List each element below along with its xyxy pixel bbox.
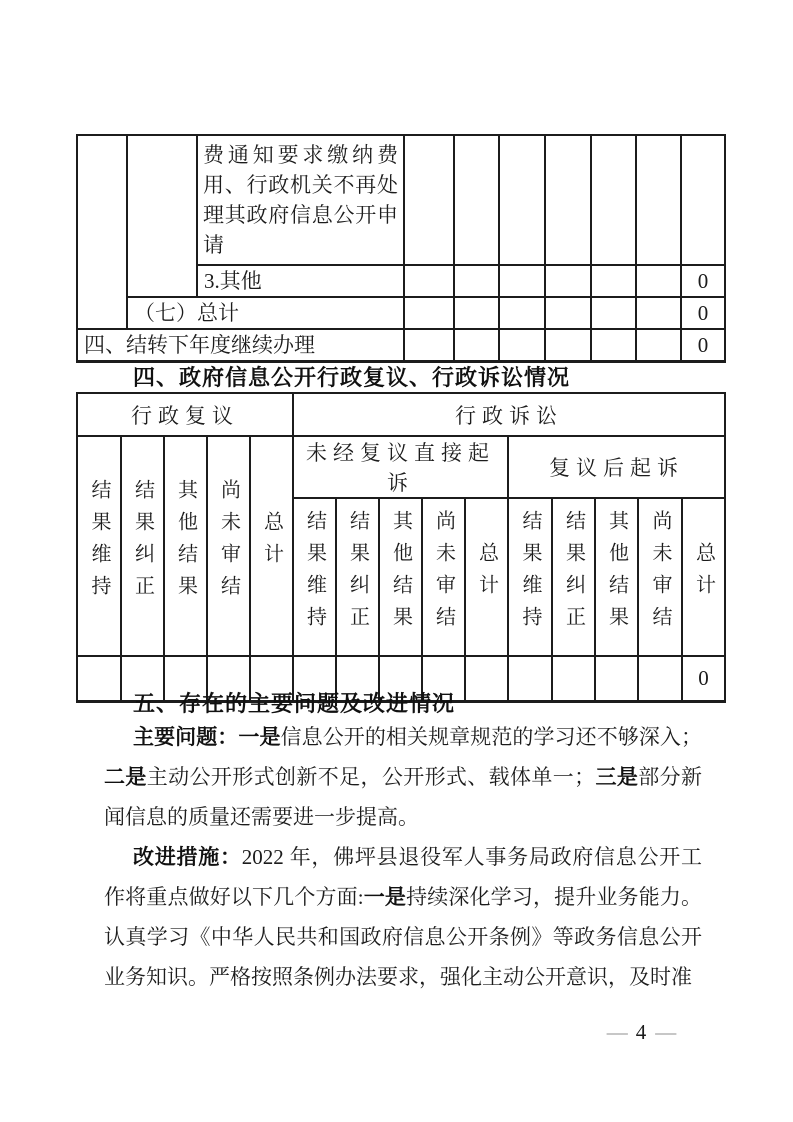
empty-data-cell bbox=[636, 265, 681, 297]
th-other-result: 其他结果 bbox=[595, 498, 638, 656]
p1-item1-tag: 一是 bbox=[238, 725, 281, 749]
p1-item1-text: 信息公开的相关规章规范的学习还不够深入； bbox=[280, 725, 703, 749]
empty-data-cell bbox=[545, 329, 591, 362]
p1-label: 主要问题： bbox=[133, 725, 239, 749]
after-review-total-value: 0 bbox=[682, 656, 725, 701]
th-pending: 尚未审结 bbox=[207, 436, 250, 656]
footer-right-dash: — bbox=[655, 1020, 676, 1044]
p1-item2-text: 主动公开形式创新不足，公开形式、载体单一； bbox=[146, 765, 596, 789]
p1-item2-tag: 二是 bbox=[104, 765, 147, 789]
th-result-corrected: 结果纠正 bbox=[121, 436, 164, 656]
th-total: 总计 bbox=[682, 498, 725, 656]
th-result-corrected: 结果纠正 bbox=[336, 498, 379, 656]
top-table bbox=[76, 134, 726, 363]
empty-data-cell bbox=[638, 656, 682, 701]
empty-stub-cell bbox=[77, 135, 127, 329]
empty-data-cell bbox=[465, 656, 508, 701]
table-subheader-row bbox=[77, 436, 725, 498]
section-five-title: 五、存在的主要问题及改进情况 bbox=[133, 691, 456, 716]
table-row bbox=[77, 297, 725, 329]
empty-data-cell bbox=[499, 135, 545, 265]
empty-data-cell bbox=[404, 297, 454, 329]
empty-data-cell bbox=[404, 135, 454, 265]
empty-data-cell bbox=[499, 297, 545, 329]
empty-data-cell bbox=[591, 329, 636, 362]
th-other-result: 其他结果 bbox=[379, 498, 422, 656]
th-result-maintained: 结果维持 bbox=[77, 436, 121, 656]
empty-data-cell bbox=[636, 297, 681, 329]
empty-data-cell bbox=[591, 135, 636, 265]
p2-label: 改进措施： bbox=[133, 845, 242, 869]
empty-data-cell bbox=[595, 656, 638, 701]
th-administrative-reconsideration: 行政复议 bbox=[77, 393, 293, 436]
th-total: 总计 bbox=[250, 436, 293, 656]
th-pending: 尚未审结 bbox=[638, 498, 682, 656]
empty-data-cell bbox=[454, 297, 499, 329]
empty-stub-cell bbox=[127, 135, 197, 297]
p1-item3-text: 部分新闻信息的质量还需要进一步提高。 bbox=[104, 765, 703, 829]
empty-data-cell bbox=[454, 265, 499, 297]
table-header-row bbox=[77, 393, 725, 436]
row-other-label: 3.其他 bbox=[197, 265, 404, 297]
empty-data-cell bbox=[545, 297, 591, 329]
empty-data-cell bbox=[591, 297, 636, 329]
row-other-value: 0 bbox=[681, 265, 725, 297]
p2-intro-text: 2022 年，佛坪县退役军人事务局政府信息公开工作将重点做好以下几个方面: bbox=[104, 845, 703, 909]
empty-data-cell bbox=[681, 135, 725, 265]
empty-data-cell bbox=[77, 656, 121, 701]
table-row bbox=[77, 329, 725, 362]
th-direct-suit: 未经复议直接起诉 bbox=[293, 436, 508, 498]
empty-data-cell bbox=[636, 135, 681, 265]
p2-item1-text: 持续深化学习，提升业务能力。认真学习《中华人民共和国政府信息公开条例》等政务信息公开业务知识。严格按照条例办法要求，强化主动公开意识，及时准 bbox=[104, 885, 703, 989]
row-carryover-value: 0 bbox=[681, 329, 725, 362]
empty-data-cell bbox=[404, 265, 454, 297]
empty-data-cell bbox=[454, 329, 499, 362]
th-result-corrected: 结果纠正 bbox=[552, 498, 595, 656]
empty-data-cell bbox=[499, 329, 545, 362]
body-text bbox=[104, 717, 702, 997]
empty-data-cell bbox=[552, 656, 595, 701]
th-result-maintained: 结果维持 bbox=[293, 498, 336, 656]
review-litigation-table bbox=[76, 392, 726, 703]
row-subtotal-label: （七）总计 bbox=[127, 297, 404, 329]
th-pending: 尚未审结 bbox=[422, 498, 465, 656]
page-footer bbox=[596, 1020, 686, 1045]
empty-data-cell bbox=[404, 329, 454, 362]
paragraph-improvement-measures bbox=[104, 837, 702, 997]
empty-data-cell bbox=[545, 265, 591, 297]
empty-data-cell bbox=[508, 656, 552, 701]
continuation-text-cell: 费通知要求缴纳费用、行政机关不再处理其政府信息公开申请 bbox=[197, 135, 404, 265]
th-result-maintained: 结果维持 bbox=[508, 498, 552, 656]
table-row bbox=[77, 135, 725, 265]
empty-data-cell bbox=[636, 329, 681, 362]
empty-data-cell bbox=[454, 135, 499, 265]
p1-item3-tag: 三是 bbox=[595, 765, 639, 789]
empty-data-cell bbox=[591, 265, 636, 297]
empty-data-cell bbox=[499, 265, 545, 297]
section-four-title: 四、政府信息公开行政复议、行政诉讼情况 bbox=[133, 365, 571, 390]
p2-item1-tag: 一是 bbox=[363, 885, 407, 909]
th-other-result: 其他结果 bbox=[164, 436, 207, 656]
th-total: 总计 bbox=[465, 498, 508, 656]
th-administrative-litigation: 行政诉讼 bbox=[293, 393, 725, 436]
paragraph-main-problems bbox=[104, 717, 702, 837]
th-suit-after-review: 复议后起诉 bbox=[508, 436, 725, 498]
empty-data-cell bbox=[545, 135, 591, 265]
page-number: 4 bbox=[635, 1020, 647, 1044]
row-carryover-label: 四、结转下年度继续办理 bbox=[77, 329, 404, 362]
footer-left-dash: — bbox=[606, 1020, 627, 1044]
row-subtotal-value: 0 bbox=[681, 297, 725, 329]
